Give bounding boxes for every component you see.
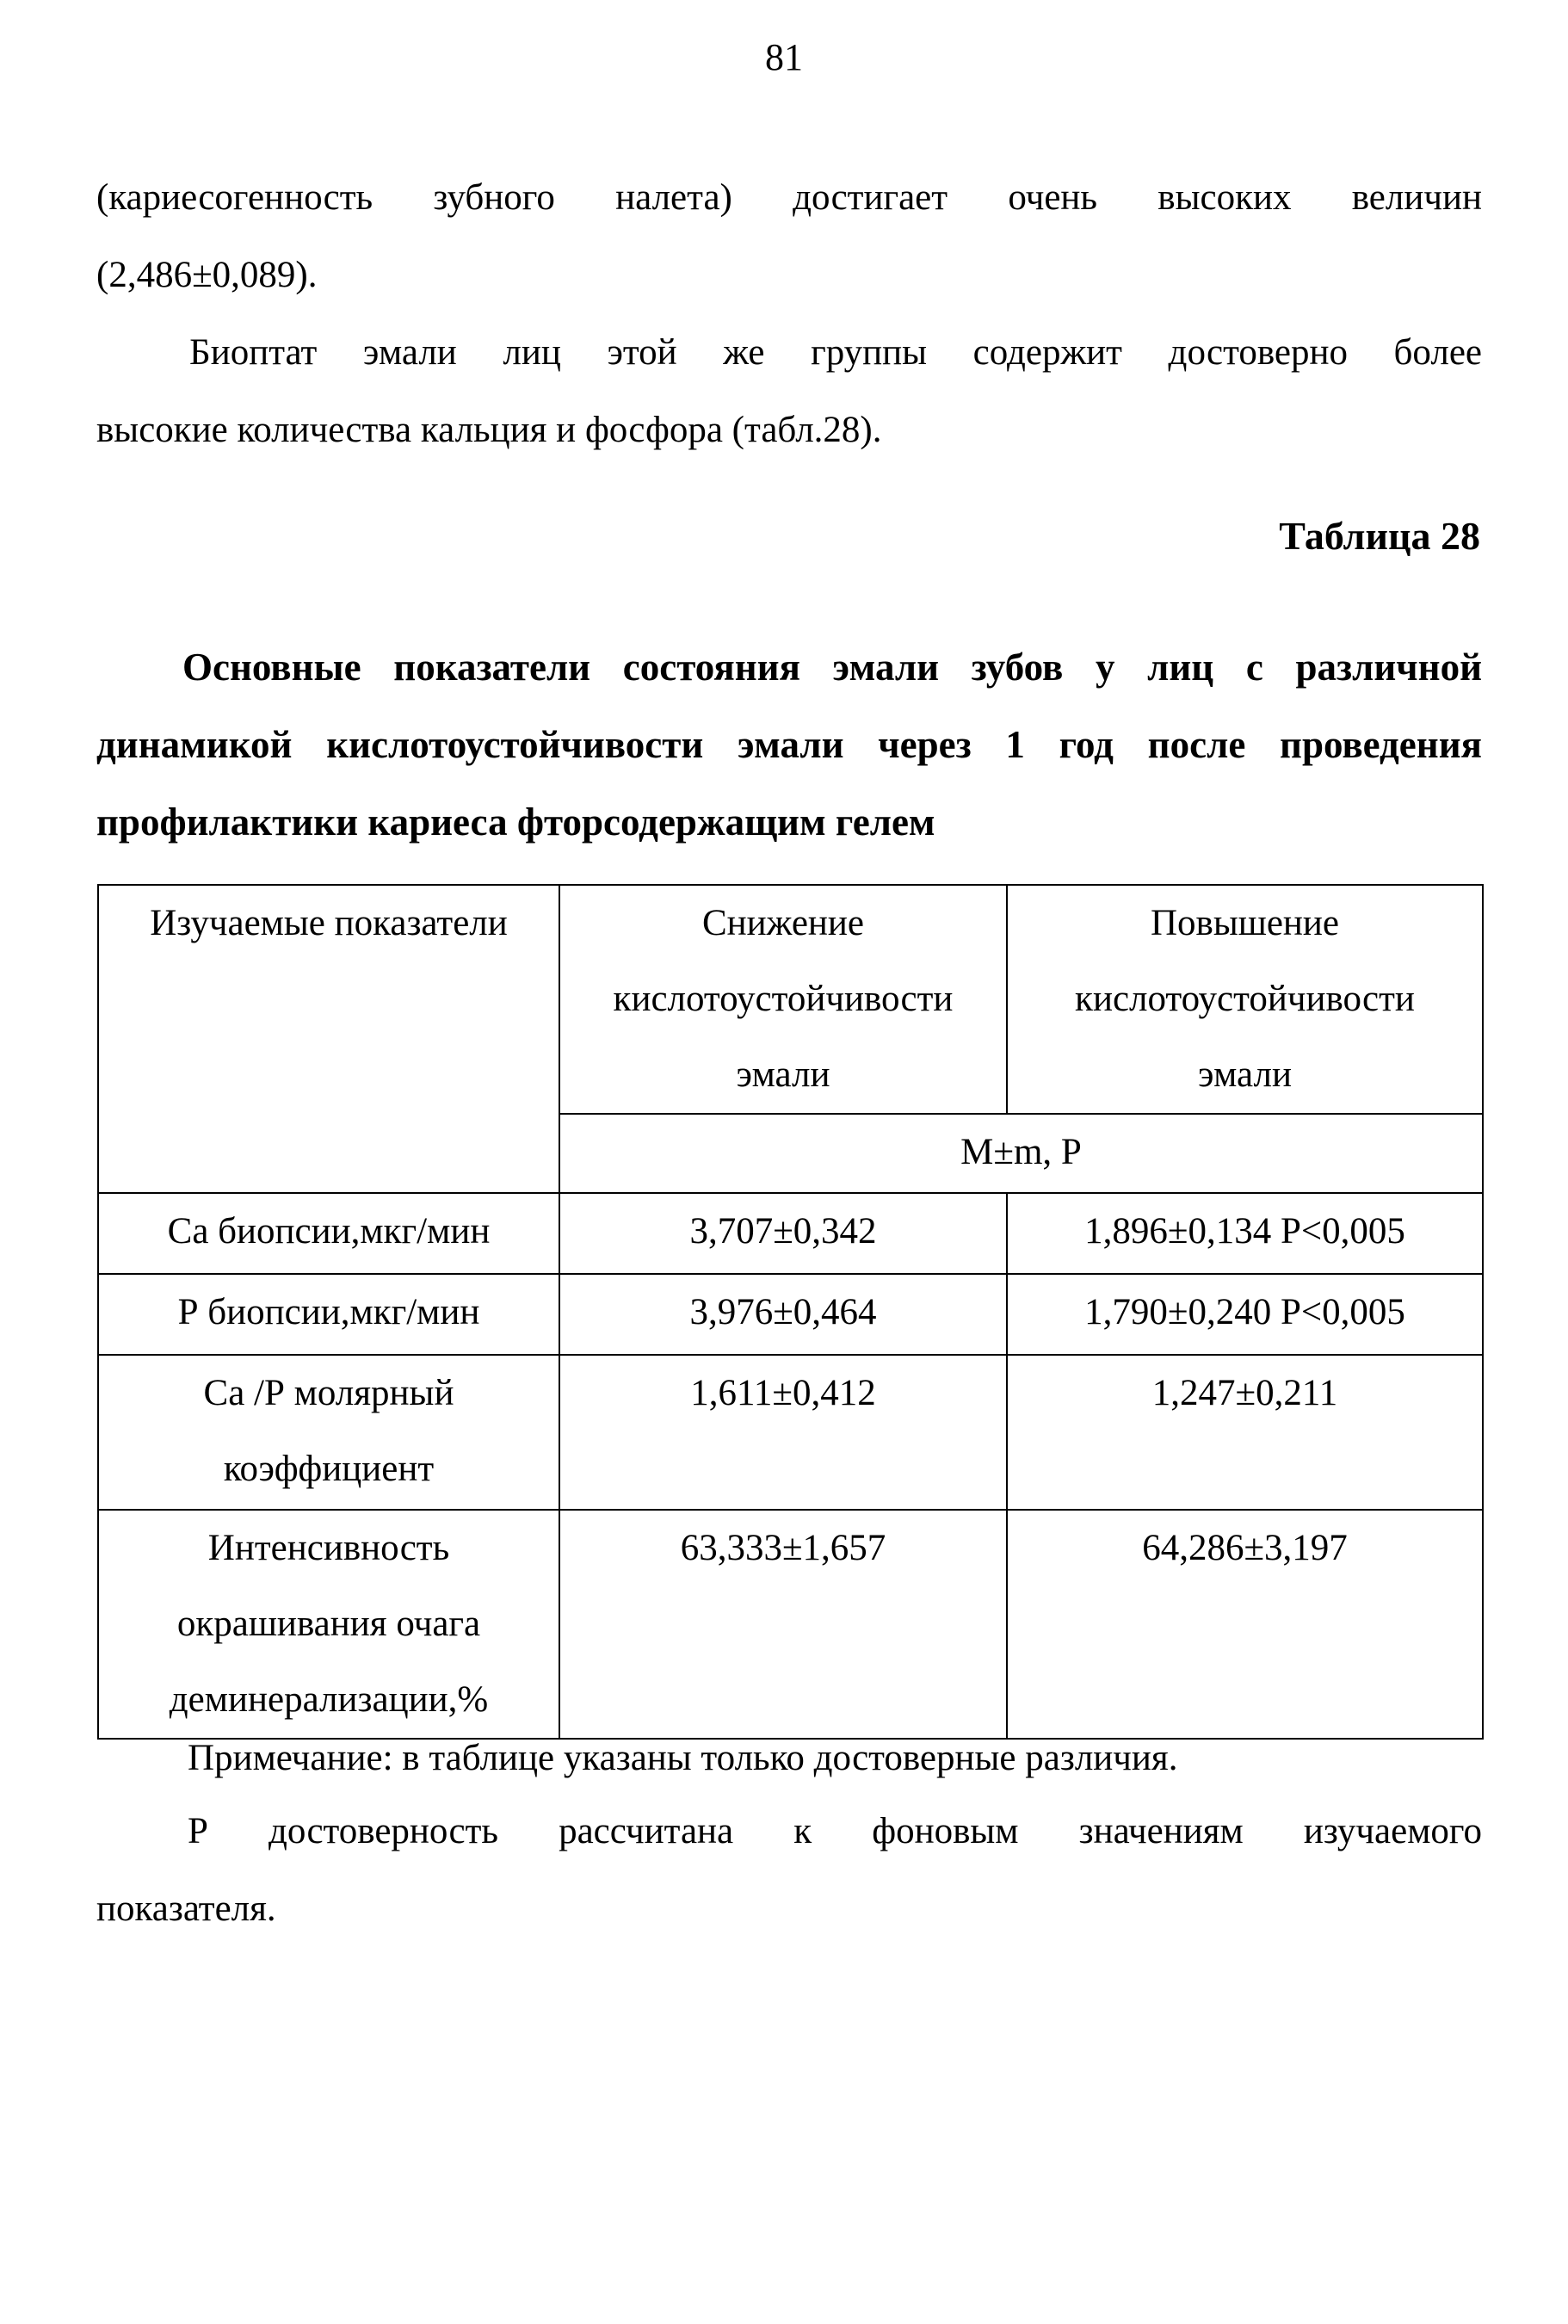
cell-increase: 1,790±0,240 P<0,005 [1007,1274,1483,1355]
paragraph-1-line-2: (2,486±0,089). [96,255,318,295]
paragraph-1-line-1: (кариесогенность зубного налета) достигает очень высоких величин [96,177,1482,218]
cell-increase: 1,896±0,134 P<0,005 [1007,1193,1483,1274]
header-decrease-line-2: кислотоустойчивости [613,979,954,1019]
header-increase-line-3: эмали [1198,1054,1292,1095]
row-label [98,1510,559,1739]
cell-increase: 64,286±3,197 [1007,1510,1483,1739]
table-row [98,1510,1483,1739]
row-label-line-2: коэффициент [223,1449,435,1489]
table-row [98,1355,1483,1510]
row-label [98,1193,559,1274]
cell-decrease: 3,707±0,342 [559,1193,1007,1274]
table-caption [96,628,1482,861]
header-decrease-line-3: эмали [736,1054,830,1095]
p-note-line-2: показателя. [96,1888,276,1929]
cell-decrease: 1,611±0,412 [559,1355,1007,1510]
table-row [98,1274,1483,1355]
paragraph-1 [96,159,1482,314]
caption-line-2: динамикой кислотоустойчивости эмали через 1 год после проведения [96,723,1482,766]
row-label [98,1355,559,1510]
header-decrease [559,885,1007,1114]
header-indicators-label: Изучаемые показатели [150,903,508,943]
paragraph-2 [96,314,1482,469]
header-indicators [98,885,559,1193]
data-table [97,884,1484,1740]
cell-decrease: 63,333±1,657 [559,1510,1007,1739]
table-label: Таблица 28 [1279,514,1480,558]
paragraph-2-line-2: высокие количества кальция и фосфора (табл.28). [96,410,882,450]
row-label [98,1274,559,1355]
cell-increase: 1,247±0,211 [1007,1355,1483,1510]
table-header-row [98,885,1483,1114]
row-label-line-3: деминерализации,% [169,1679,489,1720]
header-increase [1007,885,1483,1114]
row-label-line-1: Р биопсии,мкг/мин [177,1292,480,1332]
p-note [96,1793,1482,1948]
header-increase-line-1: Повышение [1150,903,1340,943]
p-note-line-1: Р достоверность рассчитана к фоновым значениям изучаемого [188,1811,1482,1851]
row-label-line-1: Интенсивность [207,1528,450,1568]
page-number: 81 [765,36,803,78]
caption-line-1: Основные показатели состояния эмали зубов у лиц с различной [182,646,1482,689]
paragraph-2-line-1: Биоптат эмали лиц этой же группы содержит достоверно более [189,332,1482,373]
subheader-stats: M±m, P [559,1114,1483,1193]
header-increase-line-2: кислотоустойчивости [1075,979,1415,1019]
table-note: Примечание: в таблице указаны только достоверные различия. [188,1738,1178,1778]
header-decrease-line-1: Снижение [701,903,865,943]
caption-line-3: профилактики кариеса фторсодержащим гелем [96,800,935,844]
row-label-line-1: Са биопсии,мкг/мин [167,1211,491,1252]
table-row [98,1193,1483,1274]
row-label-line-2: окрашивания очага [176,1604,481,1644]
row-label-line-1: Са /Р молярный [203,1373,454,1413]
cell-decrease: 3,976±0,464 [559,1274,1007,1355]
